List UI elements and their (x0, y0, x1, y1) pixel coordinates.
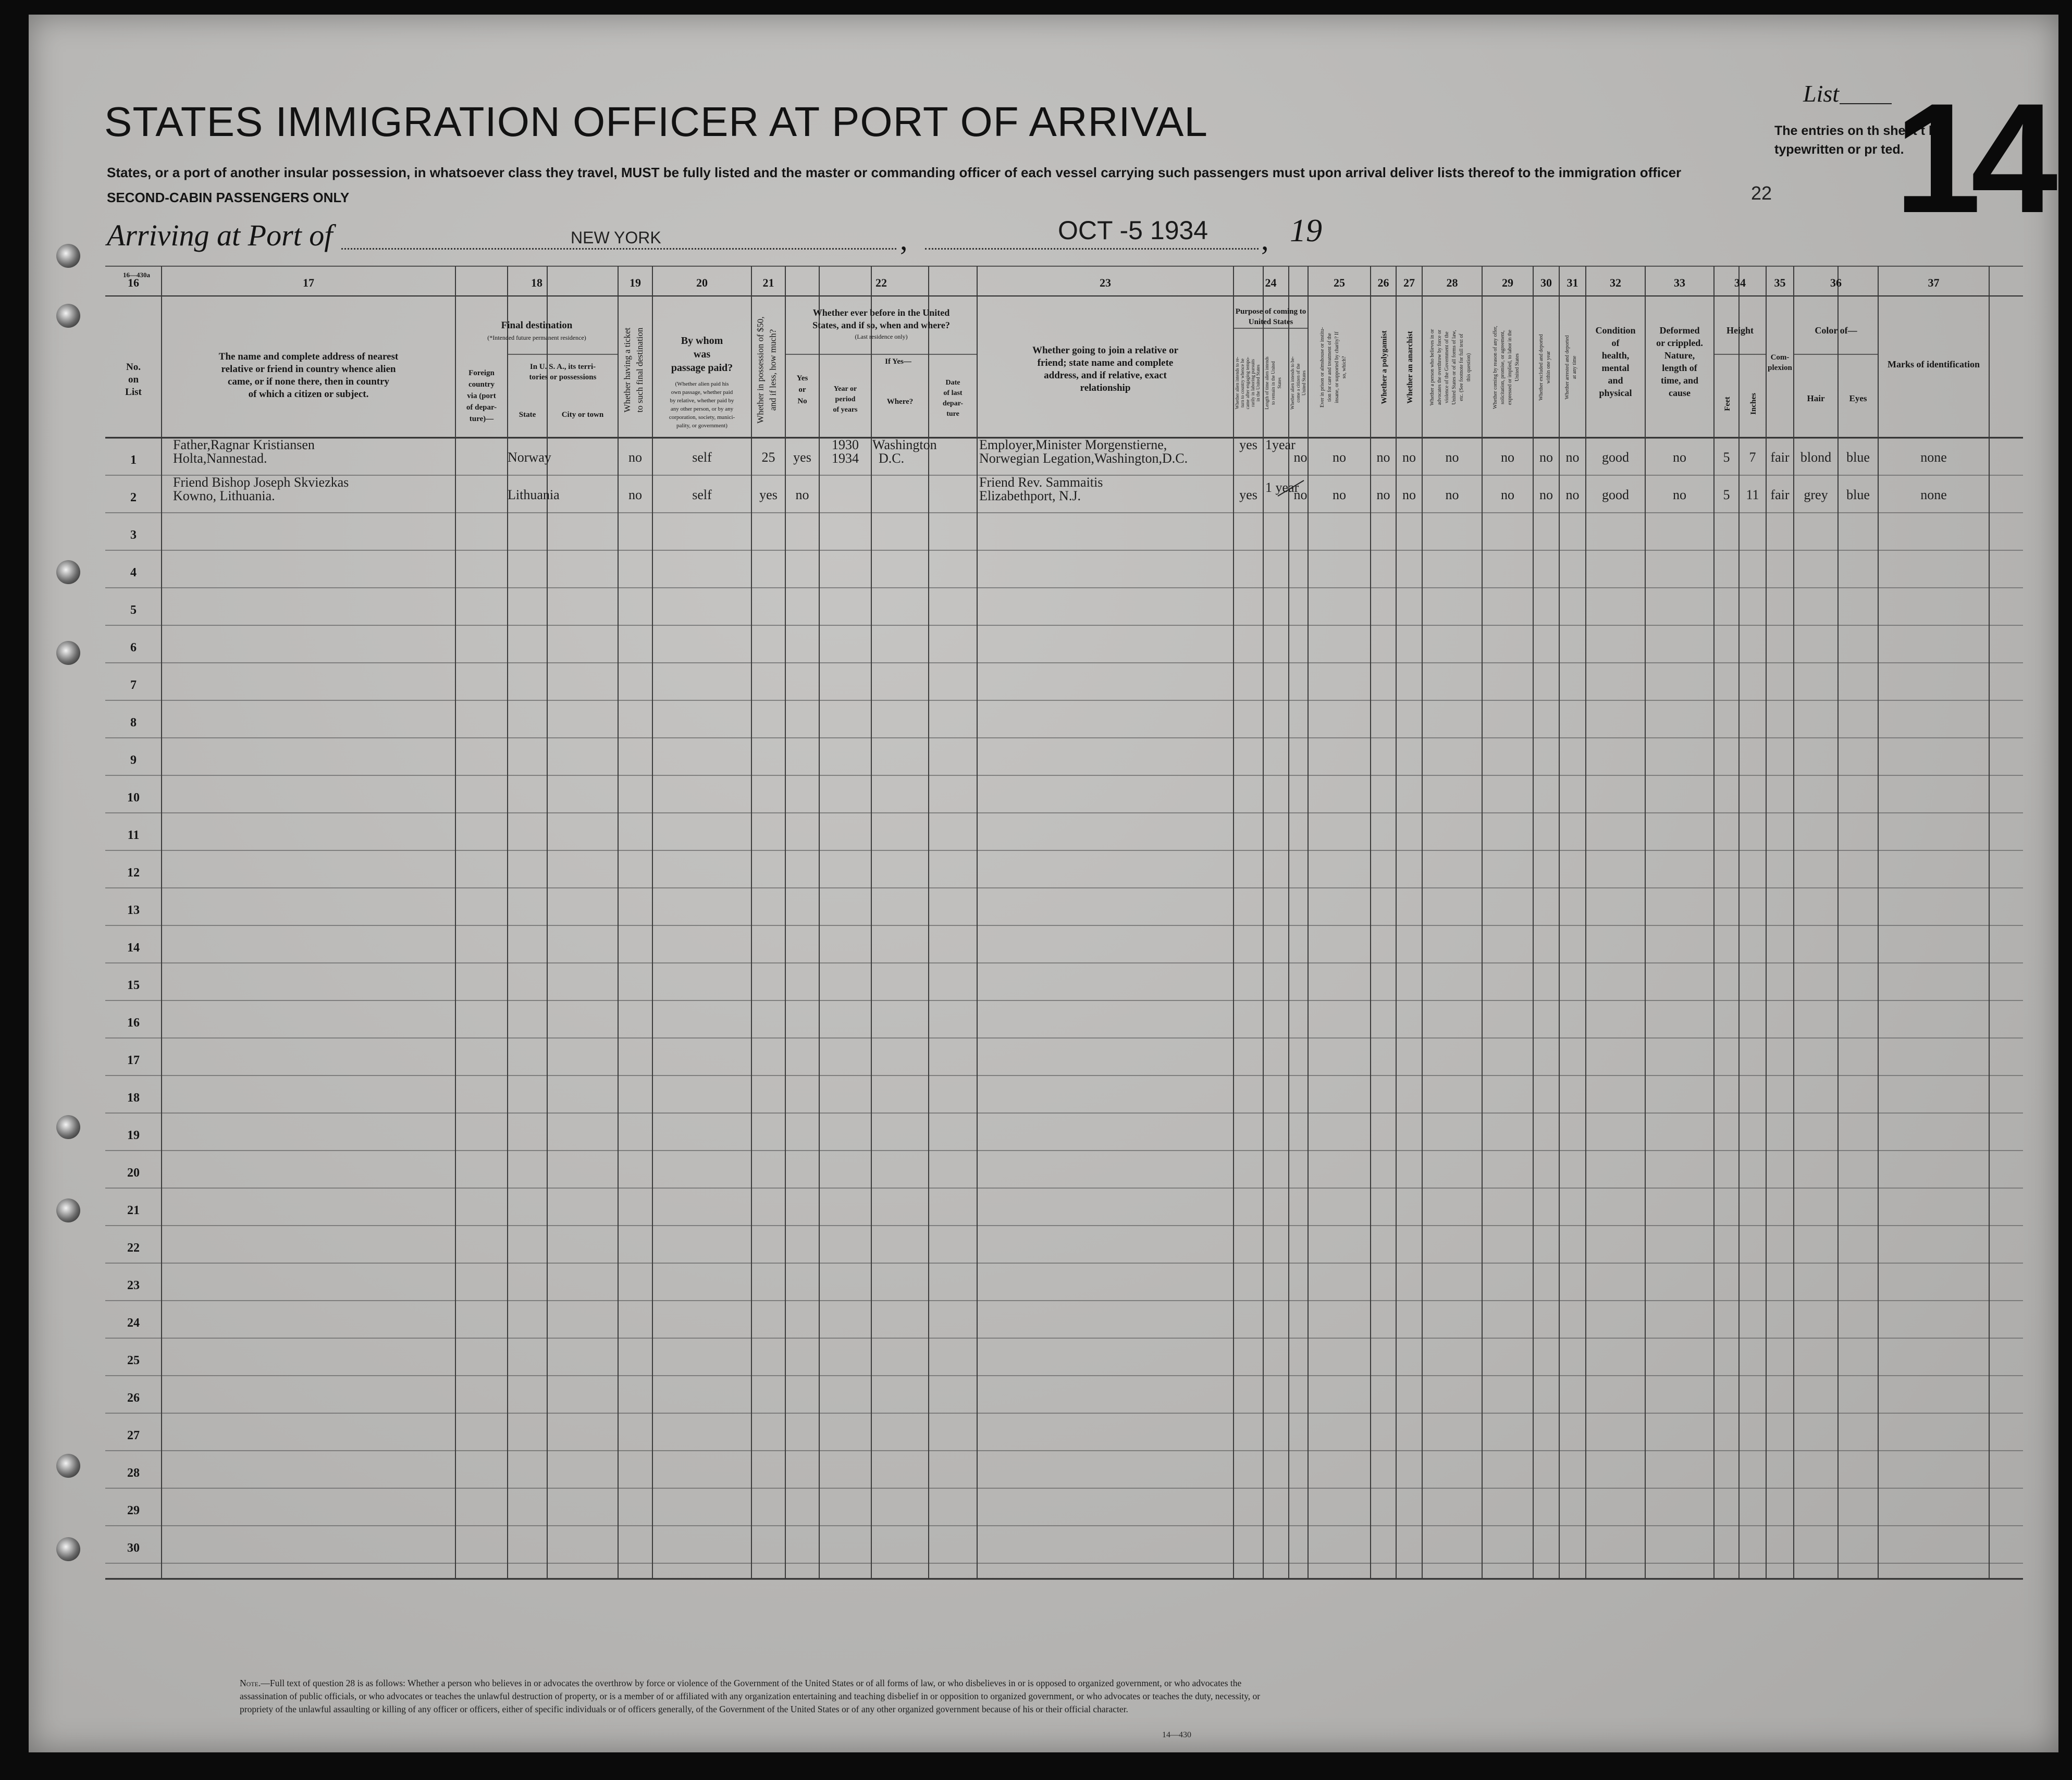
previous-year: 1934 (832, 451, 859, 466)
excluded-value: no (1539, 450, 1553, 465)
destination-state: Norway (508, 450, 551, 465)
header-citizen-intent: United States (1301, 370, 1306, 396)
header-foreign-country: Foreign (468, 369, 495, 377)
manifest-sheet (29, 15, 2058, 1752)
header-relative: came, or if none there, then in country (227, 376, 390, 387)
port-value: NEW YORK (571, 228, 661, 247)
column-number: 20 (696, 276, 708, 289)
header-q28: this question) (1466, 353, 1472, 382)
arrival-date: OCT -5 1934 (1058, 216, 1208, 245)
binder-ring (56, 1537, 80, 1561)
manifest-grid (105, 266, 2023, 1647)
header-q29: Whether coming by reason of any offer, (1493, 326, 1498, 409)
header-date-departure: of last (943, 389, 963, 397)
column-number: 26 (1377, 276, 1389, 289)
header-yes-no: Yes (796, 374, 808, 382)
health-value: good (1602, 487, 1629, 502)
list-line (1840, 103, 1892, 104)
hair-color-value: grey (1804, 487, 1828, 502)
column-number: 31 (1567, 276, 1578, 289)
identification-marks-value: none (1920, 450, 1947, 465)
header-q29: United States (1514, 353, 1520, 381)
header-citizen-intent: come a citizen of the (1296, 363, 1301, 403)
form-code: 16—430a (123, 271, 150, 279)
header-relative: of which a citizen or subject. (248, 389, 369, 400)
return-intent-value: yes (1239, 487, 1257, 502)
header-relative: relative or friend in country whence alien (221, 364, 396, 375)
header-complexion: plexion (1768, 364, 1792, 372)
header-join-relative: relationship (1080, 382, 1131, 393)
hair-color-value: blond (1800, 450, 1832, 465)
header-complexion: Com- (1770, 353, 1790, 362)
binder-ring (56, 1454, 80, 1478)
header-where: Where? (886, 398, 914, 406)
column-number: 23 (1100, 276, 1111, 289)
passage-paid-value: self (692, 487, 712, 502)
header-excluded: Whether excluded and deported (1538, 334, 1544, 401)
prison-value: no (1333, 450, 1346, 465)
column-number: 37 (1928, 276, 1940, 289)
column-number: 27 (1403, 276, 1415, 289)
header-health: of (1611, 338, 1620, 348)
length-of-stay-value: 1 year (1265, 480, 1299, 495)
header-q29: solicitation, promise, or agreement, (1500, 330, 1506, 404)
money-value: 25 (761, 450, 775, 465)
health-value: good (1602, 450, 1629, 465)
comma: , (1261, 222, 1269, 256)
header-money: Whether in possession of $50, (755, 316, 766, 424)
binder-ring (56, 1198, 80, 1222)
column-number: 33 (1674, 276, 1685, 289)
column-number: 36 (1830, 276, 1842, 289)
row-number: 13 (127, 904, 140, 917)
header-health: health, (1601, 350, 1630, 361)
column-number: 28 (1446, 276, 1458, 289)
header-excluded: within one year (1546, 351, 1551, 384)
header-no-on-list: No. (126, 362, 141, 373)
row-number: 23 (127, 1279, 140, 1292)
column-number: 17 (303, 276, 314, 289)
previous-where: D.C. (879, 451, 905, 466)
header-before-in-us: Whether ever before in the United (812, 307, 950, 318)
header-q29: expressed or implied, to labor in the (1507, 329, 1513, 405)
header-last-residence: (Last residence only) (855, 333, 908, 340)
polygamist-value: no (1376, 450, 1390, 465)
header-deformed: cause (1669, 388, 1691, 398)
header-return-intent: came after engaging tempo- (1245, 356, 1250, 410)
header-hair: Hair (1807, 393, 1825, 403)
column-number: 18 (531, 276, 542, 289)
header-date-departure: Date (945, 379, 960, 387)
header-return-intent: rarily in laboring pursuits (1250, 359, 1255, 407)
passage-paid-value: self (692, 450, 712, 465)
list-label: List (1803, 80, 1840, 107)
header-ticket: Whether having a ticket (622, 327, 632, 413)
header-return-intent: Whether alien intends to re- (1235, 356, 1240, 410)
header-if-yes: If Yes— (885, 357, 911, 366)
header-health: mental (1601, 363, 1630, 373)
footnote (240, 1677, 1261, 1716)
anarchist-value: no (1402, 487, 1416, 502)
comma: , (900, 222, 908, 256)
header-passage-note: own passage, whether paid (671, 389, 733, 395)
header-year: period (835, 395, 856, 403)
header-foreign-country: ture)— (469, 415, 494, 423)
row-number: 10 (127, 791, 140, 805)
header-foreign-country: via (port (467, 392, 496, 400)
row-number: 7 (130, 678, 137, 692)
column-number: 25 (1334, 276, 1345, 289)
row-number: 16 (127, 1016, 140, 1030)
header-foreign-country: country (468, 380, 495, 389)
deformed-value: no (1673, 487, 1686, 502)
binder-ring (56, 560, 80, 584)
row-number: 2 (130, 491, 137, 504)
port-line (341, 248, 896, 250)
anarchist-value: no (1402, 450, 1416, 465)
header-passage-note: corporation, society, munici- (669, 414, 735, 421)
header-prison: Ever in prison or almshouse or institu- (1319, 327, 1325, 407)
header-relative: The name and complete address of nearest (218, 351, 399, 362)
header-length-stay: Length of time alien intends (1264, 356, 1269, 410)
destination-state: Lithuania (508, 487, 560, 502)
header-foreign-country: of depar- (466, 403, 497, 412)
row-number: 29 (127, 1504, 140, 1517)
header-join-relative: Whether going to join a relative or (1032, 345, 1179, 356)
header-passage: was (693, 349, 711, 360)
ticket-value: no (628, 450, 642, 465)
header-no-on-list: List (125, 387, 142, 398)
form-title: STATES IMMIGRATION OFFICER AT PORT OF ARRIVAL (104, 98, 1208, 145)
polygamist-value: no (1376, 487, 1390, 502)
row-number: 14 (127, 941, 140, 955)
identification-marks-value: none (1920, 487, 1947, 502)
column-number: 19 (630, 276, 641, 289)
header-marks: Marks of identification (1888, 359, 1980, 369)
header-q28: United States or of all forms of law, (1451, 330, 1457, 405)
header-final-destination-note: (*Intended future permanent residence) (487, 334, 586, 341)
column-number: 32 (1610, 276, 1621, 289)
header-q28: violence of the Government of the (1444, 331, 1450, 403)
length-of-stay-value: 1year (1265, 437, 1296, 452)
previous-visit-value: no (795, 487, 809, 502)
citizen-intent-value: no (1293, 487, 1308, 502)
header-height: Height (1726, 325, 1754, 336)
header-year: Year or (833, 385, 857, 393)
header-usa: In U. S. A., its terri- (529, 363, 596, 371)
eye-color-value: blue (1846, 487, 1870, 502)
header-q28: etc. (See footnote for full text of (1459, 333, 1464, 401)
row-number: 5 (130, 603, 137, 617)
row-number: 4 (130, 566, 137, 579)
header-purpose: United States (1248, 318, 1293, 326)
header-yes-no: or (798, 386, 806, 394)
header-final-destination: Final destination (501, 320, 573, 331)
binder-ring (56, 244, 80, 268)
previous-visit-value: yes (793, 450, 811, 465)
binder-ring (56, 304, 80, 328)
relative-line2: Kowno, Lithuania. (173, 488, 275, 503)
column-number: 22 (875, 276, 887, 289)
join-line2: Elizabethport, N.J. (979, 488, 1081, 503)
header-purpose: Purpose of coming to (1235, 307, 1306, 316)
previous-where: Washington (872, 437, 937, 452)
header-prison: so, which? (1341, 356, 1347, 379)
column-number: 21 (762, 276, 774, 289)
row-number: 1 (130, 453, 137, 467)
manifest-table (105, 266, 2023, 1647)
row-number: 20 (127, 1166, 140, 1180)
header-health: Condition (1595, 325, 1636, 336)
header-q28: Whether a person who believes in or (1429, 329, 1435, 406)
row-number: 18 (127, 1091, 140, 1105)
row-number: 3 (130, 528, 137, 542)
header-anarchist: Whether an anarchist (1406, 331, 1414, 404)
header-passage: passage paid? (671, 362, 733, 374)
row-number: 17 (127, 1054, 140, 1067)
deported-value: no (1565, 450, 1580, 465)
row-number: 19 (127, 1129, 140, 1142)
join-line2: Norwegian Legation,Washington,D.C. (979, 451, 1188, 466)
ticket-value: no (628, 487, 642, 502)
column-number: 24 (1265, 276, 1277, 289)
header-citizen-intent: Whether alien intends to be- (1290, 356, 1295, 410)
footnote-text: —Full text of question 28 is as follows: Whether a person who believes in or advocates the overthrow by force or violence of the Government of the United States or of all forms of law, or who disbelieves in or is opposed to organized government, or who advocates the assassination of public officials, or who advocates or teaches the unlawful destruction of property, or is a member of or affiliated with any organization entertaining and teaching disbelief in or opposition to organized government, or who advocates or teaches the duty, necessity, or propriety of the unlawful assaulting or killing of any officer or officers, either of specific individuals or of officers generally, of the Government of the United States or of any other organized government because of his or their official character. (240, 1678, 1261, 1714)
header-passage-note: any other person, or by any (670, 406, 734, 412)
header-color-of: Color of— (1815, 325, 1857, 336)
binder-ring (56, 1115, 80, 1139)
header-no-on-list: on (128, 374, 139, 385)
row-number: 30 (127, 1541, 140, 1555)
citizen-intent-value: no (1293, 450, 1308, 465)
row-number: 28 (127, 1466, 140, 1480)
row-number: 15 (127, 979, 140, 992)
height-feet-value: 5 (1723, 487, 1730, 502)
column-number: 35 (1774, 276, 1786, 289)
height-inches-value: 11 (1746, 487, 1759, 502)
list-note: The entries on th sheet t be typewritten or pr ted. (1774, 123, 1944, 157)
row-number: 27 (127, 1429, 140, 1442)
header-city: City or town (561, 411, 604, 419)
arriving-label: Arriving at Port of (107, 218, 333, 252)
q28-value: no (1445, 450, 1459, 465)
class-note: SECOND-CABIN PASSENGERS ONLY (107, 190, 350, 205)
deported-value: no (1565, 487, 1580, 502)
header-deformed: Nature, (1664, 350, 1695, 361)
header-date-departure: ture (946, 410, 959, 418)
header-join-relative: friend; state name and complete (1037, 357, 1174, 368)
header-feet: Feet (1723, 397, 1732, 411)
header-q28: advocates the overthrow by force or (1437, 329, 1442, 405)
header-usa: tories or possessions (529, 373, 597, 381)
header-eyes: Eyes (1849, 393, 1867, 403)
return-intent-value: yes (1239, 437, 1257, 452)
header-return-intent: in the United States (1255, 364, 1261, 402)
column-number: 29 (1502, 276, 1513, 289)
row-number: 21 (127, 1204, 140, 1217)
header-prison: tion for care and treatment of the (1327, 333, 1333, 402)
binder-ring (56, 641, 80, 665)
height-inches-value: 7 (1749, 450, 1756, 465)
row-number: 8 (130, 716, 137, 730)
q29-value: no (1501, 487, 1514, 502)
relative-line1: Father,Ragnar Kristiansen (173, 437, 315, 452)
header-length-stay: to remain in the United (1271, 361, 1276, 405)
relative-line1: Friend Bishop Joseph Skviezkas (173, 475, 349, 490)
row-number: 25 (127, 1354, 140, 1367)
column-number: 30 (1540, 276, 1552, 289)
row-number: 26 (127, 1391, 140, 1405)
header-polygamist: Whether a polygamist (1380, 330, 1389, 404)
header-year: of years (833, 406, 858, 414)
column-number: 34 (1734, 276, 1746, 289)
header-deformed: or crippled. (1656, 338, 1703, 348)
header-date-departure: depar- (942, 400, 964, 407)
header-return-intent: turn to country whence he (1240, 359, 1245, 407)
join-line1: Friend Rev. Sammaitis (979, 475, 1103, 490)
header-health: physical (1599, 388, 1632, 398)
header-deformed: time, and (1661, 375, 1698, 386)
q29-value: no (1501, 450, 1514, 465)
page-number: 22 (1751, 182, 1772, 204)
date-line (925, 248, 1259, 250)
prison-value: no (1333, 487, 1346, 502)
previous-year: 1930 (832, 437, 859, 452)
join-line1: Employer,Minister Morgenstierne, (979, 437, 1167, 452)
row-number: 9 (130, 753, 137, 767)
header-passage: By whom (681, 335, 723, 347)
header-deported: Whether arrested and deported (1564, 335, 1570, 400)
header-before-in-us: States, and if so, when and where? (812, 320, 950, 330)
header-money: and if less, how much? (768, 329, 778, 411)
row-number: 11 (127, 829, 140, 842)
header-ticket: to such final destination (635, 327, 645, 413)
header-length-stay: States (1277, 377, 1282, 389)
header-prison: insane, or supported by charity? If (1334, 331, 1340, 403)
q28-value: no (1445, 487, 1459, 502)
row-number: 6 (130, 641, 137, 654)
column-number: 16 (128, 276, 139, 289)
footnote-code: 14—430 (1162, 1730, 1191, 1739)
list-number: 14 (1894, 70, 2048, 245)
header-passage-note: pality, or government) (676, 423, 727, 429)
header-deported: at any time (1572, 355, 1577, 379)
row-number: 24 (127, 1316, 140, 1330)
money-value: yes (759, 487, 778, 502)
height-feet-value: 5 (1723, 450, 1730, 465)
complexion-value: fair (1770, 450, 1790, 465)
form-subtitle: States, or a port of another insular possession, in whatsoever class they travel, MUST be fully listed and the master or commanding officer of each vessel carrying such passengers must upon arrival deliver lists thereof to the immigration officer (107, 165, 1682, 180)
header-deformed: Deformed (1659, 325, 1700, 336)
header-inches: Inches (1749, 393, 1758, 415)
row-number: 12 (127, 866, 140, 880)
footnote-label: Note. (240, 1678, 261, 1688)
header-deformed: length of (1662, 363, 1697, 373)
complexion-value: fair (1770, 487, 1790, 502)
header-state: State (519, 411, 536, 419)
header-health: and (1608, 375, 1623, 386)
deformed-value: no (1673, 450, 1686, 465)
year-prefix: 19 (1290, 213, 1322, 249)
header-passage-note: by relative, whether paid by (670, 398, 734, 404)
eye-color-value: blue (1846, 450, 1870, 465)
excluded-value: no (1539, 487, 1553, 502)
header-passage-note: (Whether alien paid his (675, 381, 729, 387)
header-join-relative: address, and if relative, exact (1044, 370, 1167, 381)
relative-line2: Holta,Nannestad. (173, 451, 267, 466)
header-yes-no: No (797, 397, 807, 405)
row-number: 22 (127, 1241, 140, 1255)
